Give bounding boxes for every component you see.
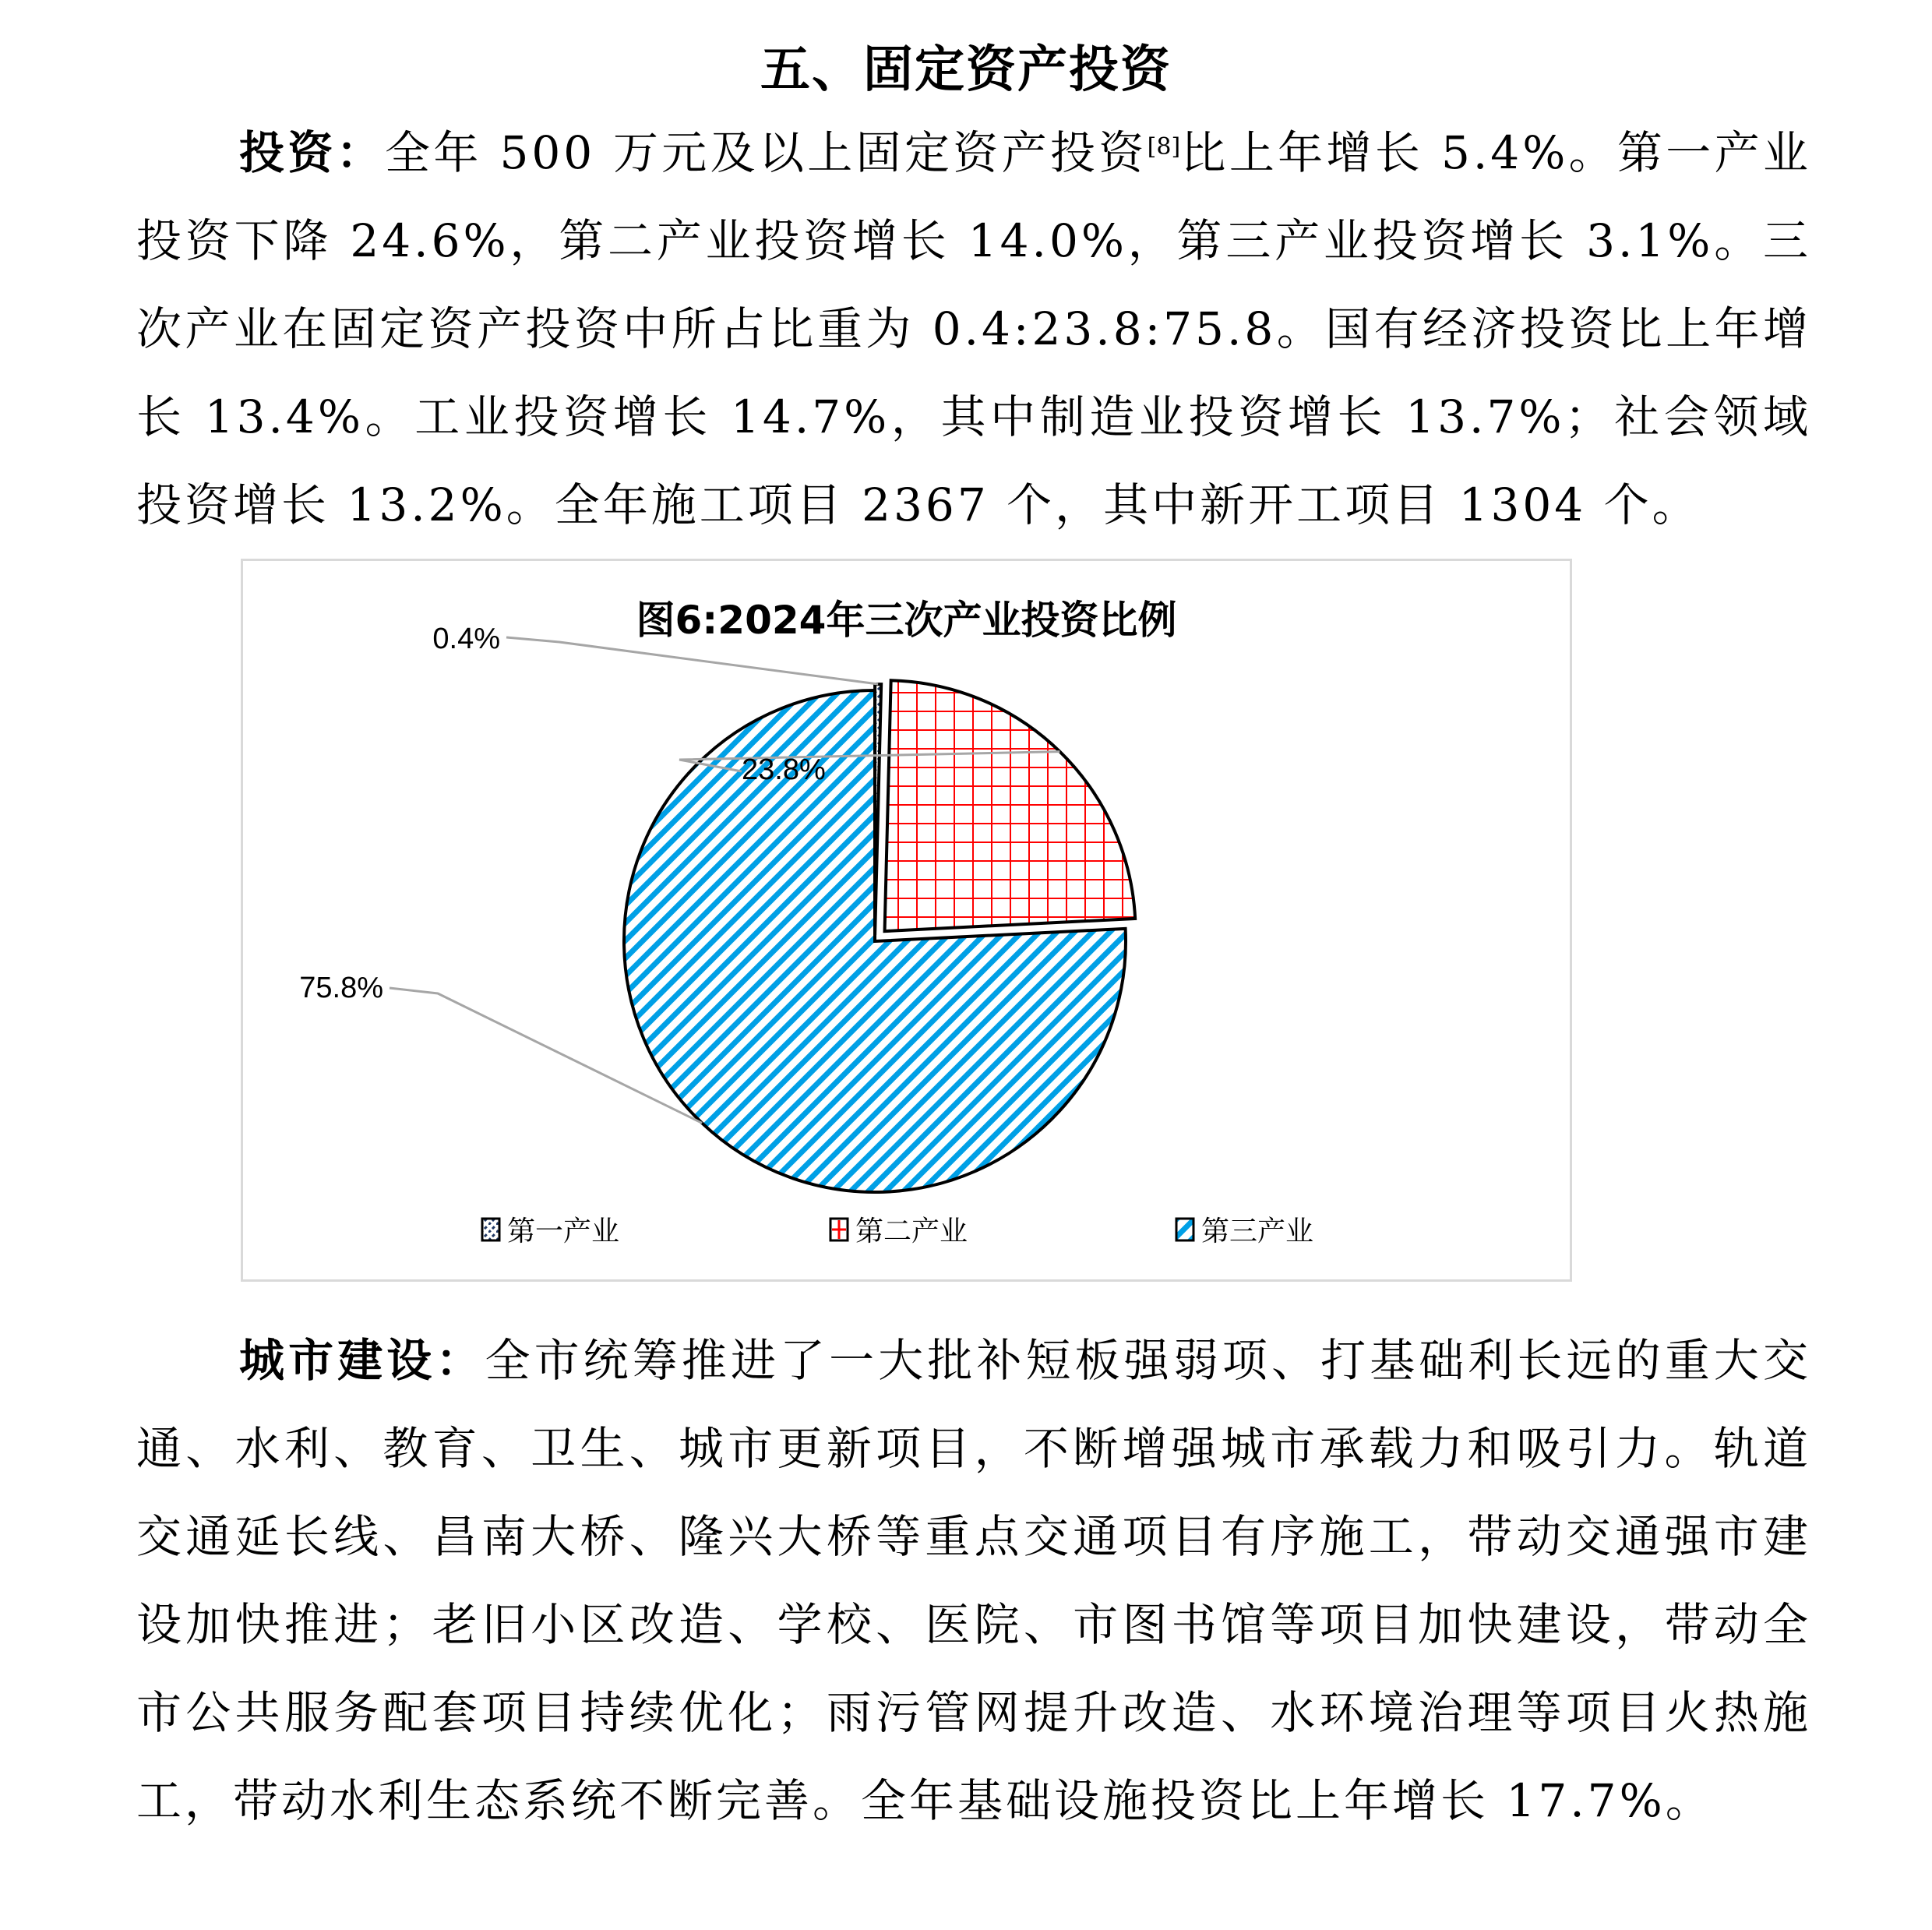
legend-item-secondary: [829, 1209, 968, 1249]
leader-line: [506, 637, 878, 684]
data-label: 75.8%: [299, 972, 383, 1004]
pie-slice-secondary: [885, 680, 1136, 931]
legend-item-primary: [481, 1209, 619, 1249]
legend-label: 第三产业: [1201, 1216, 1314, 1247]
legend-swatch-primary: [481, 1217, 501, 1242]
investment-text-b: 比上年增长 5.4%。第一产业投资下降 24.6%，第二产业投资增长 14.0%，第三产业投资增长 3.1%。三次产业在固定资产投资中所占比重为 0.4:23.8:75.8。国有经济投资比上年增长 13.4%。工业投资增长 14.7%，其中制造业投资增长 13.7%；社会领域投资增长 13.2%。全年施工项目 2367 个，其中新开工项目 1304 个。: [136, 126, 1811, 531]
investment-paragraph: [136, 109, 1811, 549]
footnote-ref[interactable]: [8]: [1147, 133, 1181, 161]
pie-chart: [241, 559, 1572, 1282]
legend-swatch-tertiary: [1175, 1217, 1195, 1242]
investment-text-a: 全年 500 万元及以上固定资产投资: [385, 126, 1148, 179]
legend-label: 第二产业: [855, 1216, 968, 1247]
chart-legend: [243, 1209, 1570, 1248]
legend-swatch-secondary: [829, 1217, 849, 1242]
legend-label: 第一产业: [507, 1216, 620, 1247]
urban-text: 全市统筹推进了一大批补短板强弱项、打基础利长远的重大交通、水利、教育、卫生、城市更新项目，不断增强城市承载力和吸引力。轨道交通延长线、昌南大桥、隆兴大桥等重点交通项目有序施工，带动交通强市建设加快推进；老旧小区改造、学校、医院、市图书馆等项目加快建设，带动全市公共服务配套项目持续优化；雨污管网提升改造、水环境治理等项目火热施工，带动水利生态系统不断完善。全年基础设施投资比上年增长 17.7%。: [136, 1334, 1811, 1827]
pie-svg: [243, 561, 1570, 1279]
legend-item-tertiary: [1175, 1209, 1313, 1249]
section-heading: 五、固定资产投资: [760, 41, 1172, 99]
urban-lead: 城市建设：: [239, 1334, 485, 1387]
urban-construction-paragraph: [136, 1317, 1811, 1845]
chart-title: 图6:2024年三次产业投资比例: [636, 598, 1177, 643]
investment-lead: 投资：: [239, 126, 386, 179]
data-label: 23.8%: [742, 753, 826, 786]
data-label: 0.4%: [432, 623, 500, 655]
